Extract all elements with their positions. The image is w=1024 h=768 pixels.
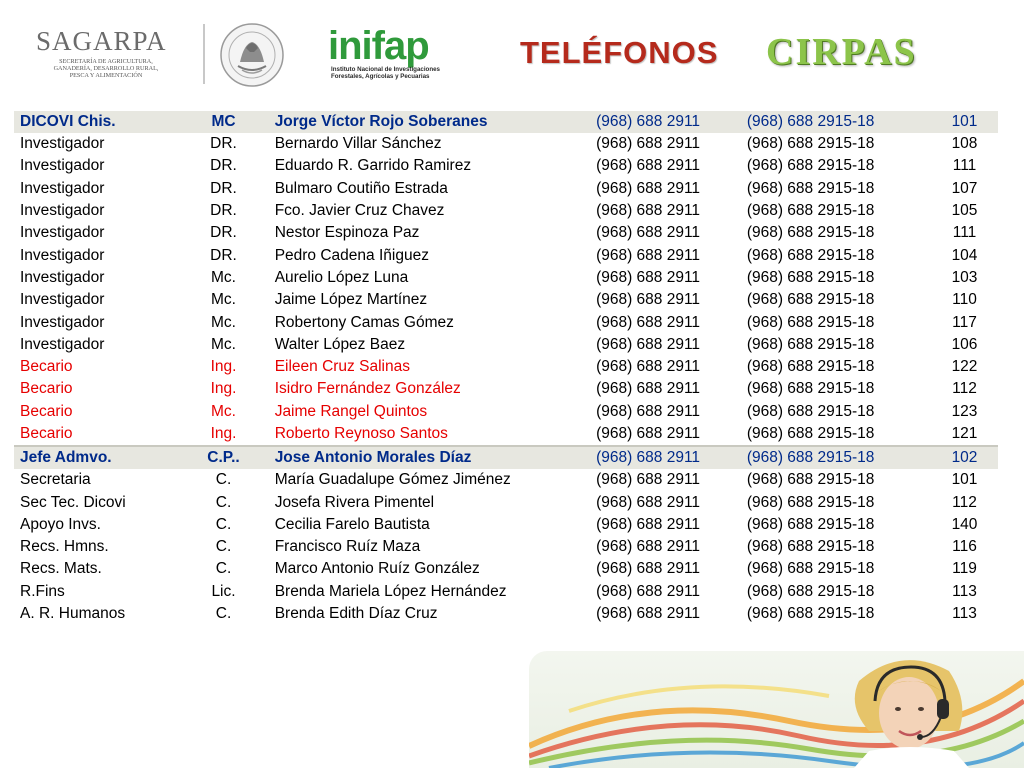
- cell-phone: (968) 688 2911: [596, 246, 701, 264]
- cell-phone: (968) 688 2911: [596, 224, 701, 242]
- header-grade: C.P..: [178, 446, 268, 469]
- table-row: [14, 603, 998, 625]
- cell-person-name: Roberto Reynoso Santos: [274, 425, 448, 442]
- cell-job-title: Investigador: [20, 135, 105, 153]
- directory-table: [14, 111, 998, 625]
- cell-extension: 117: [952, 313, 977, 331]
- cell-extension: 113: [952, 582, 977, 600]
- cell-person-name: Bulmaro Coutiño Estrada: [274, 179, 448, 197]
- cell-person-name: Walter López Baez: [274, 335, 406, 353]
- photo-artwork: [529, 651, 1024, 768]
- table-row: [14, 267, 998, 289]
- cell-grade: Mc.: [211, 268, 236, 286]
- cell-grade: C.: [215, 471, 232, 489]
- cell-phone-range: (968) 688 2915-18: [746, 425, 875, 442]
- cell-phone: (968) 688 2911: [596, 179, 701, 197]
- inifap-logo: [328, 26, 478, 80]
- cell-phone-range: (968) 688 2915-18: [746, 380, 875, 398]
- cell-phone: (968) 688 2911: [596, 268, 701, 286]
- table-row: [14, 155, 998, 177]
- inifap-name: inifap: [328, 24, 429, 68]
- cell-job-title: Becario: [20, 358, 73, 376]
- table-row: [14, 334, 998, 356]
- cell-person-name: María Guadalupe Gómez Jiménez: [274, 471, 511, 489]
- cell-grade: DR.: [210, 135, 237, 153]
- cell-grade: Mc.: [211, 335, 236, 353]
- cell-job-title: Sec Tec. Dicovi: [20, 493, 126, 511]
- cell-phone: (968) 688 2911: [596, 515, 701, 533]
- header: [0, 0, 1024, 100]
- cell-person-name: Marco Antonio Ruíz González: [274, 560, 480, 578]
- cell-grade: DR.: [210, 179, 237, 197]
- cell-job-title: Recs. Hmns.: [20, 538, 109, 556]
- cell-phone: (968) 688 2911: [596, 471, 701, 489]
- cell-extension: 107: [951, 179, 978, 197]
- cell-job-title: Investigador: [20, 291, 105, 309]
- cell-phone-range: (968) 688 2915-18: [746, 560, 875, 578]
- cell-phone: (968) 688 2911: [596, 358, 701, 376]
- cell-grade: Ing.: [210, 358, 237, 376]
- cell-phone: (968) 688 2911: [596, 402, 701, 420]
- header-job-title: DICOVI Chis.: [14, 111, 178, 133]
- table-row: [14, 423, 998, 446]
- mexican-seal-icon: [218, 22, 286, 88]
- cell-extension: 103: [951, 268, 978, 286]
- table-row: [14, 289, 998, 311]
- cell-phone: (968) 688 2911: [596, 538, 701, 556]
- header-person-name: Jose Antonio Morales Díaz: [269, 446, 590, 469]
- cell-job-title: Investigador: [20, 179, 105, 197]
- header-divider: [203, 24, 205, 84]
- table-row: [14, 401, 998, 423]
- directory-body: [14, 111, 998, 625]
- cell-job-title: Investigador: [20, 313, 105, 331]
- header-phone: (968) 688 2911: [590, 111, 741, 133]
- cell-job-title: Apoyo Invs.: [20, 515, 101, 533]
- cell-job-title: Becario: [20, 402, 73, 420]
- cell-person-name: Bernardo Villar Sánchez: [274, 135, 442, 153]
- inifap-subtitle: Instituto Nacional de Investigaciones Forestales, Agrícolas y Pecuarias: [331, 66, 440, 80]
- cell-phone: (968) 688 2911: [596, 493, 701, 511]
- cell-grade: DR.: [210, 224, 237, 242]
- cell-phone-range: (968) 688 2915-18: [746, 402, 875, 420]
- cell-extension: 122: [951, 358, 978, 376]
- cell-phone: (968) 688 2911: [596, 157, 701, 175]
- cell-job-title: Investigador: [20, 157, 105, 175]
- cell-phone-range: (968) 688 2915-18: [746, 135, 875, 153]
- cell-job-title: A. R. Humanos: [20, 605, 126, 623]
- cell-phone-range: (968) 688 2915-18: [746, 179, 875, 197]
- cell-person-name: Fco. Javier Cruz Chavez: [274, 202, 445, 220]
- cell-phone-range: (968) 688 2915-18: [746, 358, 875, 376]
- page-title: TELÉFONOS: [520, 35, 719, 70]
- cell-phone: (968) 688 2911: [596, 135, 701, 153]
- cell-grade: DR.: [210, 157, 237, 175]
- header-person-name: Jorge Víctor Rojo Soberanes: [269, 111, 590, 133]
- cell-person-name: Eileen Cruz Salinas: [274, 358, 410, 376]
- cell-phone-range: (968) 688 2915-18: [746, 157, 875, 175]
- cell-job-title: Secretaria: [20, 471, 91, 489]
- cell-phone-range: (968) 688 2915-18: [746, 471, 875, 489]
- table-row: [14, 356, 998, 378]
- cell-extension: 121: [951, 425, 978, 442]
- call-center-operator-photo: [529, 651, 1024, 768]
- cell-phone: (968) 688 2911: [596, 380, 701, 398]
- cell-person-name: Pedro Cadena Iñiguez: [274, 246, 429, 264]
- cell-extension: 111: [952, 224, 977, 242]
- cell-person-name: Brenda Edith Díaz Cruz: [274, 605, 438, 623]
- cell-phone-range: (968) 688 2915-18: [746, 538, 875, 556]
- cell-phone: (968) 688 2911: [596, 605, 701, 623]
- cell-person-name: Jaime Rangel Quintos: [274, 402, 428, 420]
- cell-person-name: Isidro Fernández González: [274, 380, 461, 398]
- section-header-row: [14, 446, 998, 469]
- table-row: [14, 378, 998, 400]
- cell-phone: (968) 688 2911: [596, 582, 701, 600]
- cell-extension: 108: [951, 135, 978, 153]
- cell-phone-range: (968) 688 2915-18: [746, 605, 875, 623]
- cell-grade: Lic.: [211, 582, 236, 600]
- cell-grade: DR.: [210, 202, 237, 220]
- cell-extension: 116: [952, 538, 977, 556]
- cell-phone-range: (968) 688 2915-18: [746, 202, 875, 220]
- cell-phone: (968) 688 2911: [596, 335, 701, 353]
- cell-person-name: Cecilia Farelo Bautista: [274, 515, 430, 533]
- table-row: [14, 536, 998, 558]
- cell-grade: Mc.: [211, 291, 236, 309]
- section-header-row: [14, 111, 998, 133]
- cell-extension: 106: [951, 335, 978, 353]
- cell-job-title: Investigador: [20, 335, 105, 353]
- cell-grade: C.: [215, 560, 232, 578]
- table-row: [14, 514, 998, 536]
- header-extension: 101: [931, 111, 998, 133]
- cell-person-name: Josefa Rivera Pimentel: [274, 493, 435, 511]
- cell-phone: (968) 688 2911: [596, 313, 701, 331]
- cell-extension: 104: [951, 246, 978, 264]
- cell-grade: C.: [215, 605, 232, 623]
- cell-phone: (968) 688 2911: [596, 202, 701, 220]
- cell-extension: 140: [951, 515, 978, 533]
- cell-phone-range: (968) 688 2915-18: [746, 335, 875, 353]
- cell-job-title: Becario: [20, 380, 73, 398]
- cell-grade: Ing.: [210, 380, 237, 398]
- header-phone: (968) 688 2911: [590, 446, 741, 469]
- cell-grade: C.: [215, 515, 232, 533]
- cell-phone-range: (968) 688 2915-18: [746, 224, 875, 242]
- cell-person-name: Jaime López Martínez: [274, 291, 428, 309]
- cell-phone-range: (968) 688 2915-18: [746, 246, 875, 264]
- cell-person-name: Eduardo R. Garrido Ramirez: [274, 157, 472, 175]
- sagarpa-name: SAGARPA: [36, 26, 167, 56]
- cell-person-name: Nestor Espinoza Paz: [274, 224, 420, 242]
- page-subtitle: CIRPAS: [766, 31, 917, 73]
- cell-grade: Mc.: [211, 402, 236, 420]
- cell-extension: 110: [952, 291, 977, 309]
- cell-job-title: Becario: [20, 425, 73, 442]
- cell-grade: Ing.: [210, 425, 237, 442]
- sagarpa-logo: [36, 28, 184, 79]
- cell-phone-range: (968) 688 2915-18: [746, 582, 875, 600]
- table-row: [14, 491, 998, 513]
- cell-job-title: R.Fins: [20, 582, 65, 600]
- cell-person-name: Robertony Camas Gómez: [274, 313, 454, 331]
- cell-phone-range: (968) 688 2915-18: [746, 313, 875, 331]
- cell-grade: C.: [215, 493, 232, 511]
- table-row: [14, 581, 998, 603]
- table-row: [14, 469, 998, 491]
- cell-extension: 112: [952, 380, 977, 398]
- cell-person-name: Francisco Ruíz Maza: [274, 538, 421, 556]
- cell-extension: 105: [951, 202, 978, 220]
- cell-extension: 112: [952, 493, 977, 511]
- cell-grade: C.: [215, 538, 232, 556]
- cell-job-title: Investigador: [20, 224, 105, 242]
- cell-extension: 113: [952, 605, 977, 623]
- cell-grade: DR.: [210, 246, 237, 264]
- cell-phone-range: (968) 688 2915-18: [746, 268, 875, 286]
- table-row: [14, 558, 998, 580]
- header-extension: 102: [931, 446, 998, 469]
- cell-job-title: Investigador: [20, 246, 105, 264]
- cell-phone: (968) 688 2911: [596, 291, 701, 309]
- cell-phone-range: (968) 688 2915-18: [746, 291, 875, 309]
- table-row: [14, 244, 998, 266]
- cell-job-title: Investigador: [20, 202, 105, 220]
- cell-phone-range: (968) 688 2915-18: [746, 515, 875, 533]
- cell-phone: (968) 688 2911: [596, 560, 701, 578]
- cell-job-title: Recs. Mats.: [20, 560, 102, 578]
- table-row: [14, 311, 998, 333]
- cell-extension: 123: [951, 402, 978, 420]
- header-grade: MC: [178, 111, 268, 133]
- cell-person-name: Brenda Mariela López Hernández: [274, 582, 507, 600]
- sagarpa-subtitle: SECRETARÍA DE AGRICULTURA, GANADERÍA, DESARROLLO RURAL, PESCA Y ALIMENTACIÓN: [53, 58, 159, 79]
- header-job-title: Jefe Admvo.: [14, 446, 178, 469]
- cell-job-title: Investigador: [20, 268, 105, 286]
- cell-person-name: Aurelio López Luna: [274, 268, 409, 286]
- table-row: [14, 133, 998, 155]
- cell-extension: 101: [951, 471, 978, 489]
- table-row: [14, 178, 998, 200]
- cell-phone-range: (968) 688 2915-18: [746, 493, 875, 511]
- header-phone-range: (968) 688 2915-18: [741, 111, 931, 133]
- cell-extension: 111: [952, 157, 977, 175]
- table-row: [14, 200, 998, 222]
- cell-phone: (968) 688 2911: [596, 425, 701, 442]
- table-row: [14, 222, 998, 244]
- cell-grade: Mc.: [211, 313, 236, 331]
- cell-extension: 119: [952, 560, 977, 578]
- header-phone-range: (968) 688 2915-18: [741, 446, 931, 469]
